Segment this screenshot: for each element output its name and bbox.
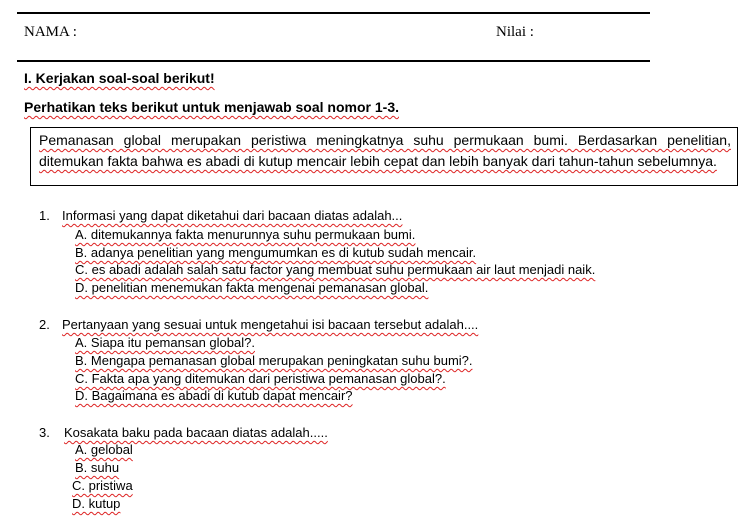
name-label: NAMA : (24, 24, 77, 40)
grade-label: Nilai : (496, 24, 534, 40)
question-2-option-a: A. Siapa itu pemansan global?. (75, 335, 255, 350)
question-3-option-a: A. gelobal (75, 442, 133, 457)
question-1-option-b: B. adanya penelitian yang mengumumkan es di kutub sudah mencair. (75, 245, 477, 260)
question-number-3: 3. (39, 425, 50, 440)
question-2-option-d: D. Bagaimana es abadi di kutub dapat mencair? (75, 388, 353, 403)
passage-text: Pemanasan global merupakan peristiwa meningkatnya suhu permukaan bumi. Berdasarkan penelitian, ditemukan fakta bahwa es abadi di kutup mencair lebih cepat dan lebih banyak dari tahun-tahun sebelumnya. (39, 132, 731, 169)
question-3-option-c: C. pristiwa (72, 478, 133, 493)
question-text-1: Informasi yang dapat diketahui dari bacaan diatas adalah... (62, 208, 403, 223)
question-1-option-c: C. es abadi adalah salah satu factor yang membuat suhu permukaan air laut menjadi naik. (75, 262, 596, 277)
question-1-option-d: D. penelitian menemukan fakta mengenai pemanasan global. (75, 280, 429, 295)
top-rule (17, 12, 650, 14)
question-text-2: Pertanyaan yang sesuai untuk mengetahui isi bacaan tersebut adalah.... (62, 317, 479, 332)
bottom-rule (17, 60, 650, 62)
question-3-option-d: D. kutup (72, 496, 121, 511)
question-number-1: 1. (39, 208, 50, 223)
question-3-option-b: B. suhu (75, 460, 120, 475)
question-2-option-b: B. Mengapa pemanasan global merupakan peningkatan suhu bumi?. (75, 353, 473, 368)
section-heading: I. Kerjakan soal-soal berikut! (24, 70, 215, 86)
passage-box (30, 127, 738, 186)
question-number-2: 2. (39, 317, 50, 332)
question-text-3: Kosakata baku pada bacaan diatas adalah..... (64, 425, 328, 440)
question-1-option-a: A. ditemukannya fakta menurunnya suhu permukaan bumi. (75, 227, 416, 242)
question-2-option-c: C. Fakta apa yang ditemukan dari peristiwa pemanasan global?. (75, 371, 446, 386)
passage-instruction: Perhatikan teks berikut untuk menjawab soal nomor 1-3. (24, 99, 399, 115)
